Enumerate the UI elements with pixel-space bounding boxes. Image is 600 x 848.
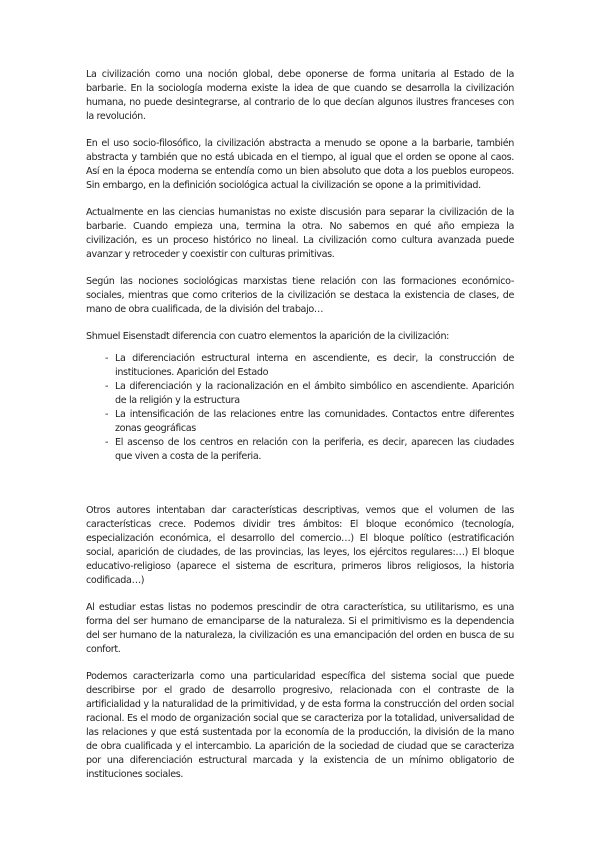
list-item: [86, 380, 514, 408]
paragraph-utilitarismo: Al estudiar estas listas no podemos prescindir de otra característica, su utilitarismo, es una forma del ser humano de emanciparse de la naturaleza. Si el primitivismo es la dependencia del ser humano de la naturaleza, la civilización es una emancipación del orden en busca de su confort.: [86, 602, 514, 655]
list-intro: Shmuel Eisenstadt diferencia con cuatro elementos la aparición de la civilización:: [86, 331, 450, 342]
list-item-text: El ascenso de los centros en relación con la periferia, es decir, aparecen las ciudades que viven a costa de la periferia.: [115, 437, 514, 462]
list-item: [86, 408, 514, 436]
paragraph-otros-autores: Otros autores intentaban dar características descriptivas, vemos que el volumen de las características crece. Podemos dividir tres ámbitos: El bloque económico (tecnología, especialización económica, el desarrollo del comercio…) El bloque político (estratificación social, aparición de ciudades, de las provincias, las leyes, los ejércitos regulares:…) El bloque educativo-religioso (aparece el sistema de escritura, primeros libros religiosos, la historia codificada…): [86, 505, 514, 586]
document-page: [86, 68, 514, 795]
paragraph-civilizacion-nocion-global: La civilización como una noción global, debe oponerse de forma unitaria al Estado de la barbarie. En la sociología moderna existe la idea de que cuando se desarrolla la civilización humana, no puede desintegrarse, al contrario de lo que decían algunos ilustres franceses con la revolución.: [86, 69, 514, 122]
list-item: [86, 352, 514, 380]
paragraph-uso-socio-filosofico: En el uso socio-filosófico, la civilización abstracta a menudo se opone a la barbarie, también abstracta y también que no está ubicada en el tiempo, al igual que el orden se opone al caos. Así en la época moderna se entendía como un bien absoluto que dota a los pueblos europeos. Sin embargo, en la definición sociológica actual la civilización se opone a la primitividad.: [86, 138, 514, 191]
list-item-text: La diferenciación estructural interna en ascendiente, es decir, la construcción de instituciones. Aparición del Estado: [115, 353, 514, 378]
paragraph-particularidad-especifica: Podemos caracterizarla como una particularidad específica del sistema social que puede describirse por el grado de desarrollo progresivo, relacionada con el contraste de la artificialidad y la naturalidad de la primitividad, y de esta forma la construcción del orden social racional. Es el modo de organización social que se caracteriza por la totalidad, universalidad de las relaciones y que está sustentada por la economía de la producción, la división de la mano de obra cualificada y el intercambio. La aparición de la sociedad de ciudad que se caracteriza por una diferenciación estructural marcada y la existencia de un mínimo obligatorio de instituciones sociales.: [86, 671, 514, 780]
paragraph-ciencias-humanistas: Actualmente en las ciencias humanistas no existe discusión para separar la civilización de la barbarie. Cuando empieza una, termina la otra. No sabemos en qué año empieza la civilización, es un proceso histórico no lineal. La civilización como cultura avanzada puede avanzar y retroceder y coexistir con culturas primitivas.: [86, 207, 514, 260]
list-item-text: La diferenciación y la racionalización en el ámbito simbólico en ascendiente. Aparición de la religión y la estructura: [115, 381, 514, 406]
dash-marker: -: [105, 381, 109, 392]
dash-marker: -: [105, 409, 109, 420]
dash-marker: -: [105, 353, 109, 364]
paragraph-nociones-marxistas: Según las nociones sociológicas marxistas tiene relación con las formaciones económico-sociales, mientras que como criterios de la civilización se destaca la existencia de clases, de mano de obra cualificada, de la división del trabajo…: [86, 276, 514, 315]
eisenstadt-elements-list: [86, 352, 514, 464]
list-item: [86, 436, 514, 464]
list-item-text: La intensificación de las relaciones entre las comunidades. Contactos entre diferentes zonas geográficas: [115, 409, 514, 434]
dash-marker: -: [105, 437, 109, 448]
